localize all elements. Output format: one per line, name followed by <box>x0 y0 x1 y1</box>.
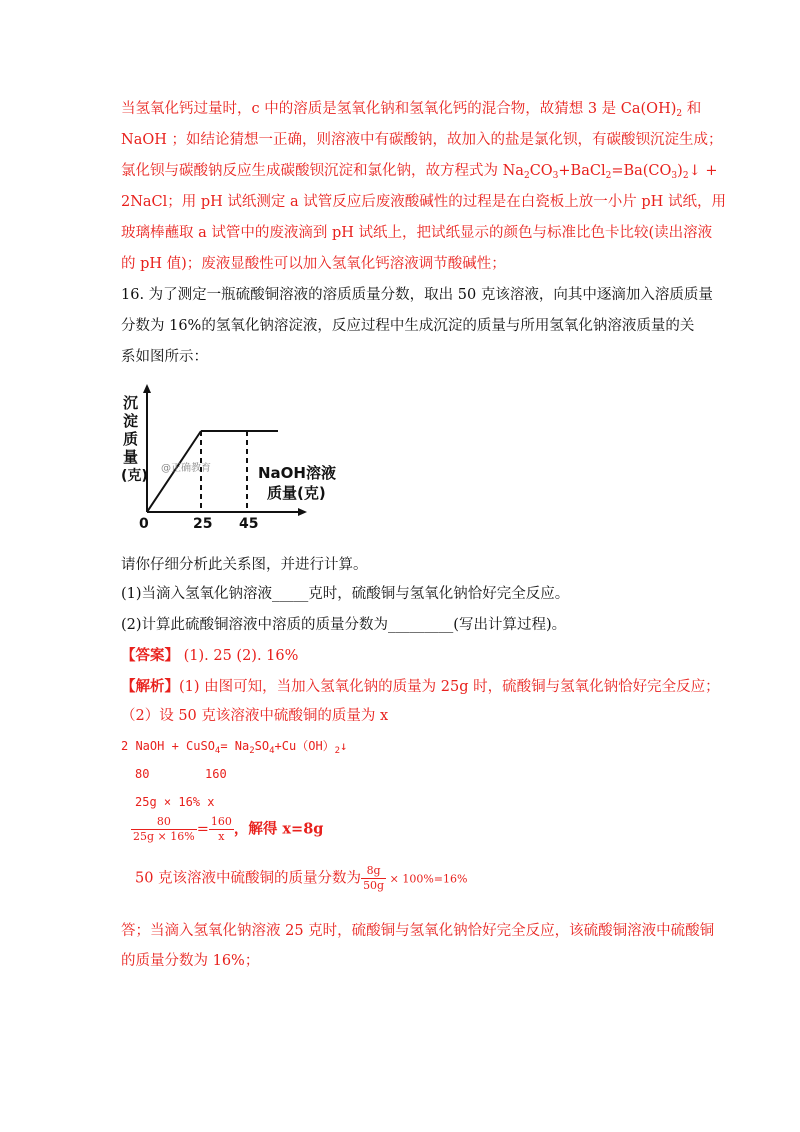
molar-mass-80: 80 <box>135 767 150 781</box>
subquestion-1: (1)当滴入氢氧化钠溶液_____克时，硫酸铜与氢氧化钠恰好完全反应。 <box>121 586 570 602</box>
paragraph-line-1: 当氢氧化钙过量时，c 中的溶质是氢氧化钠和氢氧化钙的混合物，故猜想 3 是 $Ca(OH)_2$ 和 <box>121 101 702 119</box>
graph-svg <box>121 382 351 532</box>
molar-mass-160: 160 <box>205 767 227 781</box>
watermark: @正确教育 <box>161 463 211 474</box>
subquestion-2: (2)计算此硫酸铜溶液中溶质的质量分数为_________(写出计算过程)。 <box>121 617 567 633</box>
xlabel-line-1: NaOH溶液 <box>258 464 336 482</box>
analysis-line-2: （2）设 50 克该溶液中硫酸铜的质量为 x <box>121 708 389 724</box>
chemical-equation: 2 NaOH + CuSO$_4$= $Na_2SO_4+Cu(OH)_2↓$ <box>121 739 348 756</box>
question-line-3: 系如图所示： <box>121 349 208 365</box>
paragraph-line-4: 2NaCl；用 pH 试纸测定 a 试管反应后废液酸碱性的过程是在白瓷板上放一小片 pH 试纸，用 <box>121 194 726 210</box>
prompt-line: 请你仔细分析此关系图，并进行计算。 <box>121 557 368 573</box>
fraction-right: $\frac{160}{x}$ <box>210 815 232 843</box>
paragraph-line-2: NaOH ；如结论猜想一正确，则溶液中有碳酸钠，故加入的盐是氯化钡，有碳酸钡沉淀生成； <box>121 132 723 148</box>
x-tick-25: 25 <box>193 516 213 532</box>
answer-tag: 【答案】 <box>121 647 179 664</box>
question-line-1: 16. 为了测定一瓶硫酸铜溶液的溶质质量分数，取出 50 克该溶液，向其中逐滴加入溶质质量 <box>121 287 713 303</box>
ylabel-char-3: 质 <box>123 430 139 448</box>
analysis-line-1: 【解析】(1) 由图可知，当加入氢氧化钠的质量为 25g 时，硫酸铜与氢氧化钠恰好完全反应； <box>121 678 720 695</box>
given-mass: 25g × 16% x <box>135 795 215 809</box>
paragraph-line-5: 玻璃棒蘸取 a 试管中的废液滴到 pH 试纸上，把试纸显示的颜色与标准比色卡比较(读出溶液 <box>121 225 713 241</box>
proportion-equation: $\frac{80}{25g \times 16\%}$ = $\frac{160}{x}$ ，解得 x=8g <box>133 815 324 843</box>
paragraph-line-3: 氯化钡与碳酸钠反应生成碳酸钡沉淀和氯化钠，故方程式为 $Na_2CO_3+BaCl_2=Ba(CO_3)_2↓$ + <box>121 163 718 181</box>
xlabel-line-2: 质量(克) <box>267 484 326 502</box>
ylabel-char-5: (克) <box>121 468 148 484</box>
paragraph-line-6: 的 pH 值)；废液显酸性可以加入氢氧化钙溶液调节酸碱性； <box>121 256 506 272</box>
ylabel-char-2: 淀 <box>123 412 139 430</box>
relation-graph <box>121 382 351 532</box>
ylabel-char-4: 量 <box>123 448 139 466</box>
x-tick-45: 45 <box>239 516 259 532</box>
mass-fraction-line: 50 克该溶液中硫酸铜的质量分数为 $\frac{8g}{50g}$ × 100%=16% <box>135 864 468 892</box>
origin-label: 0 <box>139 516 149 532</box>
y-axis-arrow <box>143 384 151 393</box>
analysis-tag: 【解析】 <box>121 678 179 695</box>
question-line-2: 分数为 16%的氢氧化钠溶淀液，反应过程中生成沉淀的质量与所用氢氧化钠溶液质量的关 <box>121 318 695 334</box>
fraction-mass: $\frac{8g}{50g}$ <box>363 864 385 892</box>
final-answer-line-1: 答；当滴入氢氧化钠溶液 25 克时，硫酸铜与氢氧化钠恰好完全反应，该硫酸铜溶液中硫酸铜 <box>121 923 715 939</box>
final-answer-line-2: 的质量分数为 16%； <box>121 953 260 969</box>
x-axis-arrow <box>298 508 307 516</box>
answer-line: 【答案】 (1). 25 (2). 16% <box>121 647 299 664</box>
ylabel-char-1: 沉 <box>123 394 139 412</box>
fraction-left: $\frac{80}{25g \times 16\%}$ <box>133 815 195 843</box>
